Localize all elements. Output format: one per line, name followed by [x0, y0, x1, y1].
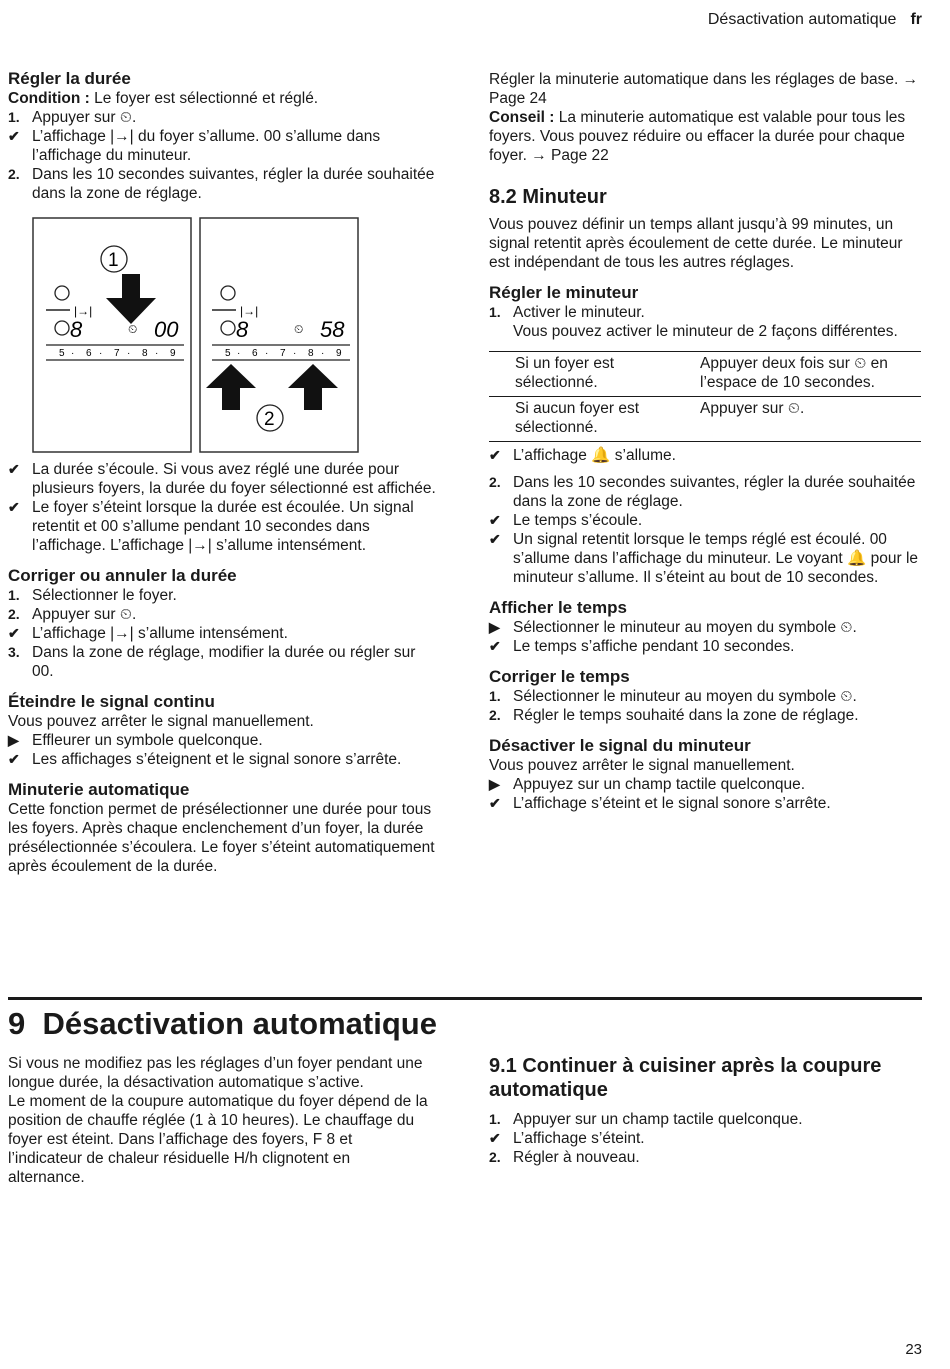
condition: Condition : Le foyer est sélectionné et réglé. — [8, 90, 319, 107]
desactiver-action: ▶ Appuyez sur un champ tactile quelconque. — [489, 776, 806, 793]
svg-text:9: 9 — [336, 348, 342, 359]
conseil: Conseil : La minuterie automatique est valable pour tous les foyers. Vous pouvez réduire ou effacer la durée pour chaque foyer. → Page 22 — [489, 109, 906, 164]
svg-text:9: 9 — [170, 348, 176, 359]
control-panel-figure — [32, 216, 362, 454]
minuteur-intro: Vous pouvez définir un temps allant jusqu’à 99 minutes, un signal retentit après écoulement de cette durée. Le minuteur est indépendant de tous les autres réglages. — [489, 216, 903, 271]
min-result-1: ✔ L’affichage 🔔 s’allume. — [489, 446, 921, 465]
svg-text:·: · — [155, 348, 159, 359]
running-header — [708, 10, 922, 29]
svg-text:6: 6 — [86, 348, 92, 359]
corr-step-2: 2. Appuyer sur ⏲. — [8, 606, 137, 623]
result-foyer-eteint: ✔ Le foyer s’éteint lorsque la durée est écoulée. Un signal retentit et 00 s’allume pendant 10 secondes dans l’affichage. L’affichage |→| s’allume intensément. — [8, 498, 440, 555]
check-icon — [8, 127, 20, 146]
svg-text:8: 8 — [308, 348, 314, 359]
heading-eteindre: Éteindre le signal continu — [8, 692, 215, 711]
timer-display-a: 00 — [154, 317, 179, 342]
timer-icon-b: ⏲ — [294, 322, 304, 336]
eteindre-action: ▶ Effleurer un symbole quelconque. — [8, 732, 263, 749]
desactiver-result: ✔ L’affichage s’éteint et le signal sonore s’arrête. — [489, 794, 921, 813]
chapter-rule — [8, 997, 922, 1000]
left-column — [8, 68, 440, 203]
svg-text:7: 7 — [280, 348, 286, 359]
heading-minuterie: Minuterie automatique — [8, 780, 190, 799]
heading-corriger: Corriger ou annuler la durée — [8, 566, 237, 585]
min-step-2: 2. Dans les 10 secondes suivantes, régler la durée souhaitée dans la zone de réglage. — [489, 474, 916, 510]
min-step-1: 1. Activer le minuteur. Vous pouvez activer le minuteur de 2 façons différentes. — [489, 304, 898, 340]
step-2: 2. Dans les 10 secondes suivantes, régler la durée souhaitée dans la zone de réglage. — [8, 166, 435, 202]
corr-t-step-1: 1. Sélectionner le minuteur au moyen du symbole ⏲. — [489, 688, 857, 705]
svg-text:·: · — [71, 348, 75, 359]
corr-step-1: 1. Sélectionner le foyer. — [8, 587, 177, 604]
eteindre-result: ✔ Les affichages s’éteignent et le signal sonore s’arrête. — [8, 750, 440, 769]
heading-afficher: Afficher le temps — [489, 598, 627, 617]
chapter-right — [489, 1054, 921, 1167]
power-digit-a: 8 — [70, 317, 83, 342]
timer-icon: ⏲ — [128, 322, 138, 336]
corr-step-3: 3. Dans la zone de réglage, modifier la durée ou régler sur 00. — [8, 644, 416, 680]
svg-text:·: · — [293, 348, 297, 359]
svg-text:·: · — [265, 348, 269, 359]
svg-text:·: · — [321, 348, 325, 359]
result-1: ✔ L’affichage |→| du foyer s’allume. 00 s’allume dans l’affichage du minuteur. — [8, 127, 440, 165]
step-1: 1. Appuyer sur ⏲. — [8, 109, 137, 126]
page-number: 23 — [905, 1341, 922, 1358]
callout-2: 2 — [264, 409, 275, 430]
scale-b — [225, 348, 342, 359]
cont-result-1: ✔ L’affichage s’éteint. — [489, 1129, 921, 1148]
left-column-lower — [8, 460, 440, 876]
svg-text:·: · — [127, 348, 131, 359]
corr-result-2: ✔ L’affichage |→| s’allume intensément. — [8, 624, 440, 643]
heading-continuer: 9.1 Continuer à cuisiner après la coupure automatique — [489, 1055, 882, 1101]
svg-text:6: 6 — [252, 348, 258, 359]
right-column — [489, 70, 921, 813]
arrow-up-left — [206, 364, 256, 410]
afficher-result: ✔ Le temps s’affiche pendant 10 secondes. — [489, 637, 921, 656]
min-result-2: ✔ Le temps s’écoule. — [489, 511, 921, 530]
chapter-left-text: Si vous ne modifiez pas les réglages d’un foyer pendant une longue durée, la désactivation automatique s’active. Le moment de la coupure automatique du foyer dépend de la position de chauffe réglée (1 à 10 heures). Le chauffage du foyer est éteint. Dans l’affichage des foyers, F 8 et l’indicateur de chaleur résiduelle H/h clignotent en alternance. — [8, 1055, 428, 1186]
heading-regler-minuteur: Régler le minuteur — [489, 283, 639, 302]
heading-corriger-temps: Corriger le temps — [489, 667, 630, 686]
eteindre-intro: Vous pouvez arrêter le signal manuellement. — [8, 713, 314, 730]
afficher-action: ▶ Sélectionner le minuteur au moyen du symbole ⏲. — [489, 619, 857, 636]
minuterie-base: Régler la minuterie automatique dans les réglages de base. → Page 24 — [489, 71, 919, 107]
min-result-3: ✔ Un signal retentit lorsque le temps réglé est écoulé. 00 s’allume dans l’affichage du minuteur. Le voyant 🔔 pour le minuteur s’allume. Il s’éteint au bout de 10 secondes. — [489, 530, 921, 587]
heading-desactiver: Désactiver le signal du minuteur — [489, 736, 751, 755]
heading-minuteur: 8.2 Minuteur — [489, 186, 607, 208]
table-row: Si aucun foyer est sélectionné. Appuyer sur ⏲. — [489, 397, 921, 442]
power-digit-b: 8 — [236, 317, 249, 342]
header-lang: fr — [910, 11, 922, 28]
table-row: Si un foyer est sélectionné. Appuyer deux fois sur ⏲ en l’espace de 10 secondes. — [489, 352, 921, 397]
arrow-down — [106, 274, 156, 324]
desactiver-intro: Vous pouvez arrêter le signal manuellement. — [489, 757, 795, 774]
timer-display-b: 58 — [320, 317, 345, 342]
arrow-up-right — [288, 364, 338, 410]
scale-a — [59, 348, 176, 359]
activation-table — [489, 351, 921, 442]
callout-1: 1 — [108, 250, 119, 271]
corr-t-step-2: 2. Régler le temps souhaité dans la zone de réglage. — [489, 707, 859, 724]
cont-step-1: 1. Appuyer sur un champ tactile quelconque. — [489, 1111, 803, 1128]
cont-step-2: 2. Régler à nouveau. — [489, 1149, 640, 1166]
chapter-title: 9 Désactivation automatique — [8, 1006, 437, 1041]
svg-text:|→|: |→| — [240, 304, 259, 318]
svg-text:8: 8 — [142, 348, 148, 359]
svg-text:5: 5 — [225, 348, 231, 359]
svg-text:|→|: |→| — [74, 304, 93, 318]
result-duree-ecoule: ✔ La durée s’écoule. Si vous avez réglé une durée pour plusieurs foyers, la durée du foyer sélectionné est affichée. — [8, 460, 440, 498]
svg-text:·: · — [99, 348, 103, 359]
svg-text:·: · — [237, 348, 241, 359]
heading-regler-duree: Régler la durée — [8, 69, 131, 88]
svg-text:5: 5 — [59, 348, 65, 359]
minuterie-text: Cette fonction permet de présélectionner une durée pour tous les foyers. Après chaque enclenchement d’un foyer, la durée présélectionnée s’écoulera. Le foyer s’éteint automatiquement après écoulement de la durée. — [8, 801, 435, 875]
svg-text:7: 7 — [114, 348, 120, 359]
header-title: Désactivation automatique — [707, 11, 897, 28]
